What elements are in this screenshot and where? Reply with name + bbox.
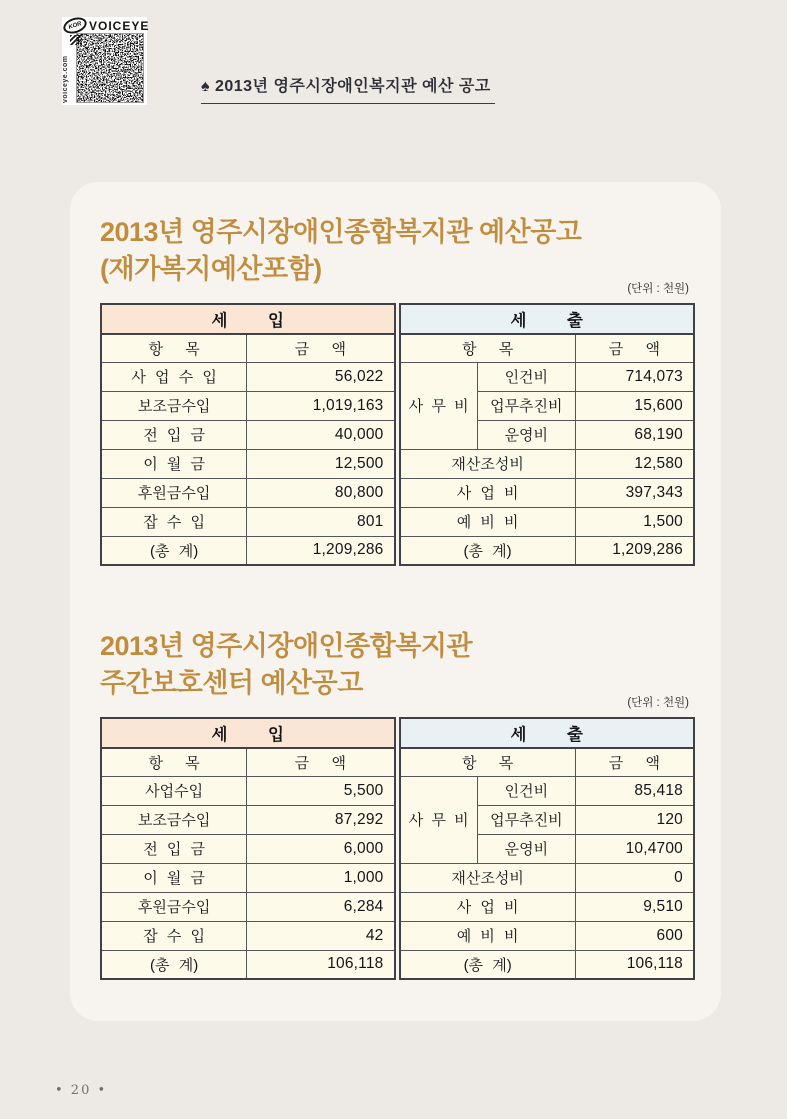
income-header-cell: 세 입 bbox=[101, 304, 395, 334]
budget-section-1 bbox=[100, 214, 695, 606]
expense-header-cell: 세 출 bbox=[400, 304, 695, 334]
item-cell: 운영비 bbox=[477, 834, 575, 863]
table-row bbox=[101, 391, 395, 420]
amount-cell: 5,500 bbox=[247, 776, 395, 805]
table-row bbox=[400, 449, 695, 478]
expense-header-cell: 세 출 bbox=[400, 718, 695, 748]
running-header: ♠ 2013년 영주시장애인복지관 예산 공고 bbox=[201, 73, 495, 104]
amount-cell: 1,019,163 bbox=[247, 391, 395, 420]
content-panel bbox=[70, 182, 721, 1021]
item-cell: 전 입 금 bbox=[101, 420, 247, 449]
table-row bbox=[101, 863, 395, 892]
item-cell: 업무추진비 bbox=[477, 805, 575, 834]
expense-table bbox=[399, 303, 696, 566]
col-header-item: 항 목 bbox=[400, 748, 576, 776]
item-cell: 예 비 비 bbox=[400, 921, 576, 950]
item-cell: 보조금수입 bbox=[101, 805, 247, 834]
amount-cell: 120 bbox=[575, 805, 694, 834]
voiceye-barcode bbox=[62, 17, 150, 105]
amount-cell: 87,292 bbox=[247, 805, 395, 834]
item-cell: 후원금수입 bbox=[101, 892, 247, 921]
amount-cell: 1,209,286 bbox=[247, 536, 395, 565]
col-header-item: 항 목 bbox=[400, 334, 576, 362]
amount-cell: 15,600 bbox=[575, 391, 694, 420]
amount-cell: 56,022 bbox=[247, 362, 395, 391]
amount-cell: 12,500 bbox=[247, 449, 395, 478]
amount-cell: 6,000 bbox=[247, 834, 395, 863]
voiceye-site-text: voiceye.com bbox=[62, 55, 69, 103]
income-table bbox=[100, 303, 396, 566]
table-row-total bbox=[400, 536, 695, 565]
table-row bbox=[400, 478, 695, 507]
barcode-noise-pattern bbox=[76, 33, 144, 103]
amount-cell: 40,000 bbox=[247, 420, 395, 449]
section-2-title bbox=[100, 628, 695, 702]
table-row-total bbox=[400, 950, 695, 979]
item-cell: 이 월 금 bbox=[101, 863, 247, 892]
amount-cell: 42 bbox=[247, 921, 395, 950]
item-cell: 잡 수 입 bbox=[101, 921, 247, 950]
table-row bbox=[400, 507, 695, 536]
kor-stripes-icon bbox=[70, 35, 82, 45]
item-cell: 전 입 금 bbox=[101, 834, 247, 863]
section-1-title-line1: 2013년 영주시장애인종합복지관 예산공고 bbox=[100, 217, 582, 247]
table-row bbox=[101, 449, 395, 478]
item-cell: 보조금수입 bbox=[101, 391, 247, 420]
amount-cell: 68,190 bbox=[575, 420, 694, 449]
amount-cell: 1,209,286 bbox=[575, 536, 694, 565]
section-2-title-line1: 2013년 영주시장애인종합복지관 bbox=[100, 631, 473, 661]
item-cell: (총 계) bbox=[101, 536, 247, 565]
item-cell: 재산조성비 bbox=[400, 449, 576, 478]
expense-table bbox=[399, 717, 696, 980]
table-row bbox=[101, 834, 395, 863]
amount-cell: 12,580 bbox=[575, 449, 694, 478]
unit-note: (단위 : 천원) bbox=[627, 697, 689, 709]
item-cell: (총 계) bbox=[101, 950, 247, 979]
amount-cell: 106,118 bbox=[575, 950, 694, 979]
budget-table-group bbox=[100, 717, 695, 980]
item-cell: 사 업 수 입 bbox=[101, 362, 247, 391]
group-cell: 사 무 비 bbox=[400, 776, 478, 863]
income-table bbox=[100, 717, 396, 980]
amount-cell: 80,800 bbox=[247, 478, 395, 507]
col-header-amount: 금 액 bbox=[575, 748, 694, 776]
amount-cell: 801 bbox=[247, 507, 395, 536]
item-cell: 사 업 비 bbox=[400, 892, 576, 921]
section-1-title bbox=[100, 214, 695, 288]
section-1-title-line2: (재가복지예산포함) bbox=[100, 254, 322, 284]
item-cell: 잡 수 입 bbox=[101, 507, 247, 536]
item-cell: 예 비 비 bbox=[400, 507, 576, 536]
item-cell: 후원금수입 bbox=[101, 478, 247, 507]
budget-table-group bbox=[100, 303, 695, 566]
item-cell: 이 월 금 bbox=[101, 449, 247, 478]
page-number: • 20 • bbox=[55, 1083, 108, 1098]
item-cell: 사 업 비 bbox=[400, 478, 576, 507]
item-cell: (총 계) bbox=[400, 536, 576, 565]
amount-cell: 6,284 bbox=[247, 892, 395, 921]
amount-cell: 0 bbox=[575, 863, 694, 892]
amount-cell: 85,418 bbox=[575, 776, 694, 805]
table-row bbox=[101, 892, 395, 921]
item-cell: 업무추진비 bbox=[477, 391, 575, 420]
table-row bbox=[400, 776, 695, 805]
table-row-total bbox=[101, 950, 395, 979]
item-cell: 사업수입 bbox=[101, 776, 247, 805]
amount-cell: 1,000 bbox=[247, 863, 395, 892]
table-row bbox=[101, 776, 395, 805]
item-cell: 운영비 bbox=[477, 420, 575, 449]
amount-cell: 10,4700 bbox=[575, 834, 694, 863]
section-2-title-line2: 주간보호센터 예산공고 bbox=[100, 668, 363, 698]
col-header-amount: 금 액 bbox=[247, 334, 395, 362]
col-header-item: 항 목 bbox=[101, 748, 247, 776]
group-cell: 사 무 비 bbox=[400, 362, 478, 449]
kor-logo-label: KOR bbox=[67, 20, 83, 31]
amount-cell: 9,510 bbox=[575, 892, 694, 921]
voiceye-wordmark: VOICEYE bbox=[89, 19, 150, 33]
col-header-amount: 금 액 bbox=[247, 748, 395, 776]
table-row bbox=[400, 362, 695, 391]
amount-cell: 1,500 bbox=[575, 507, 694, 536]
item-cell: 인건비 bbox=[477, 776, 575, 805]
item-cell: 인건비 bbox=[477, 362, 575, 391]
income-header-cell: 세 입 bbox=[101, 718, 395, 748]
table-row bbox=[400, 892, 695, 921]
amount-cell: 397,343 bbox=[575, 478, 694, 507]
budget-section-2 bbox=[100, 628, 695, 1020]
amount-cell: 600 bbox=[575, 921, 694, 950]
table-row bbox=[101, 921, 395, 950]
table-row-total bbox=[101, 536, 395, 565]
amount-cell: 714,073 bbox=[575, 362, 694, 391]
table-row bbox=[101, 805, 395, 834]
unit-note: (단위 : 천원) bbox=[627, 283, 689, 295]
table-row bbox=[101, 478, 395, 507]
item-cell: 재산조성비 bbox=[400, 863, 576, 892]
table-row bbox=[101, 420, 395, 449]
col-header-amount: 금 액 bbox=[575, 334, 694, 362]
table-row bbox=[400, 863, 695, 892]
table-row bbox=[101, 362, 395, 391]
item-cell: (총 계) bbox=[400, 950, 576, 979]
amount-cell: 106,118 bbox=[247, 950, 395, 979]
table-row bbox=[101, 507, 395, 536]
table-row bbox=[400, 921, 695, 950]
col-header-item: 항 목 bbox=[101, 334, 247, 362]
